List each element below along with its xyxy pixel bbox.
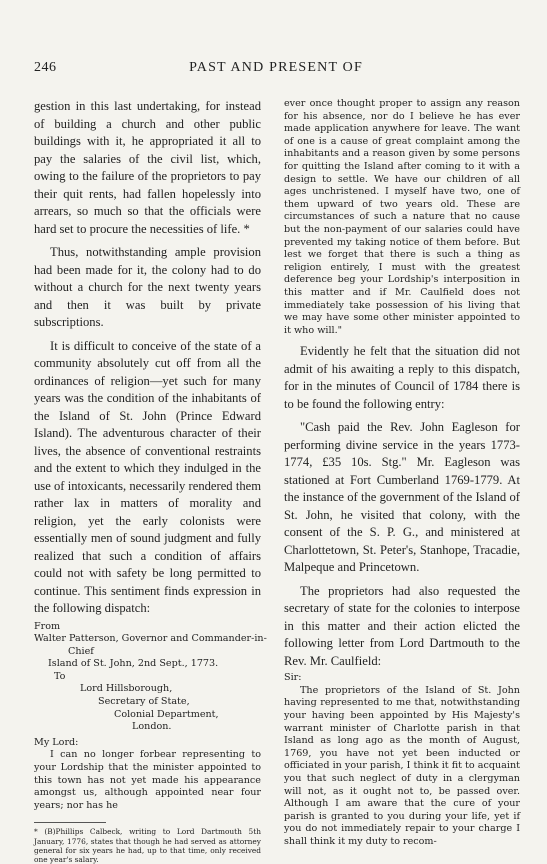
to-line: Secretary of State, [98,696,190,708]
paragraph-community: It is difficult to conceive of the state of a community absolutely cut off from all the ordinances of religion—yet such for many years was the condition of the inhabitants of the Island of St. John (Prince Edward Island). The adventurous character of their lives, the absence of conventional restraints and the extent to which they indulged in the use of intoxicants, necessarily rendered them rather lax in matters of morality and religion, yet the early colonists were essentially men of sound judgment and fully realized that such a condition of affairs could not with safety be long permitted to continue. This sentiment finds expression in the following dispatch: [34,338,261,615]
running-title: PAST AND PRESENT OF [189,60,363,75]
letter-salutation: Sir: [284,672,302,684]
from-line: Island of St. John, 2nd Sept., 1773. [48,658,219,670]
right-column [284,98,520,849]
dartmouth-letter: The proprietors of the Island of St. John having represented to me that, notwithstanding your having been appointed by His Majesty's warrant minister of Charlotte parish in that Island as long ago as the month of August, 1769, you have not yet been inducted or officiated in your parish, I think it fit to acquaint you that such neglect of duty in a clergyman will not, as it ought not to, be passed over. Although I am aware that the cure of your parish is granted to you during your life, yet if you do not immediately repair to your charge I shall think it my duty to recom- [284,684,520,847]
left-column [34,98,267,864]
paragraph-proprietors: The proprietors had also requested the secretary of state for the colonies to interpose in this matter and their action elicted the following letter from Lord Dartmouth to the Rev. Mr. Caulfield: [284,583,520,668]
footnote: * (B)Phillips Calbeck, writing to Lord Dartmouth 5th January, 1776, states that though he had served as attorney general for six years he had, up to that time, only received one year's salary. [34,827,261,864]
paragraph-church: Thus, notwithstanding ample provision had been made for it, the colony had to do without a church for the next twenty years and then it was built by private subscriptions. [34,245,261,329]
letter-salutation: My Lord: [34,736,79,748]
page-header [34,60,518,80]
to-label: To [54,670,66,682]
to-line: Colonial Department, [114,708,219,720]
from-line: Chief [68,645,94,657]
paragraph-continuation: gestion in this last undertaking, for instead of building a church and other public buildings with it, he appropriated it all to pay the salaries of the civil list, which, owing to the failure of the proprietors to pay their quit rents, had fallen hopelessly into arrears, so much so that the officials were hard set to procure the necessities of life. * [34,99,261,236]
letter-body: I can no longer forbear representing to your Lordship that the minister appointed to this town has not yet made his appearance amongst us, although appointed near four years; nor has he [34,749,261,811]
from-line: Walter Patterson, Governor and Commander-in- [34,633,267,645]
page-number: 246 [34,60,57,75]
from-label: From [34,620,61,632]
to-line: Lord Hillsborough, [80,683,173,695]
to-line: London. [132,721,172,733]
dispatch-address [34,620,267,750]
letter-continuation: ever once thought proper to assign any reason for his absence, nor do I believe he has ever made application anywhere for leave. The want of one is a cause of great complaint among the inhabitants and a reason given by some persons for quitting the Island after coming to it with a design to settle. We have our children of all ages unchristened. I myself have two, one of them upward of two years old. These are circumstances of such a nature that no cause but the non-payment of our salaries could have prevented my taking notice of them before. But lest we forget that there is such a thing as religion entirely, I must with the greatest deference beg your Lordship's interposition in this matter and if Mr. Caulfield does not immediately take possession of his living that we may have some other minister appointed to it who will." [284,98,520,336]
footnote-divider [34,822,106,823]
paragraph-cash-entry: "Cash paid the Rev. John Eagleson for performing divine service in the years 1773-1774, £35 10s. Stg." Mr. Eagleson was stationed at Fort Cumberland 1769-1779. At the instance of the government of the Island of St. John, he visited that colony, with the consent of the S. P. G., and ministered at Charlottetown, St. Peter's, Stanhope, Tracadie, Malpeque and Princetown. [284,420,520,575]
paragraph-evidently: Evidently he felt that the situation did not admit of his awaiting a reply to this dispatch, for in the minutes of Council of 1784 there is to be found the following entry: [284,344,520,411]
